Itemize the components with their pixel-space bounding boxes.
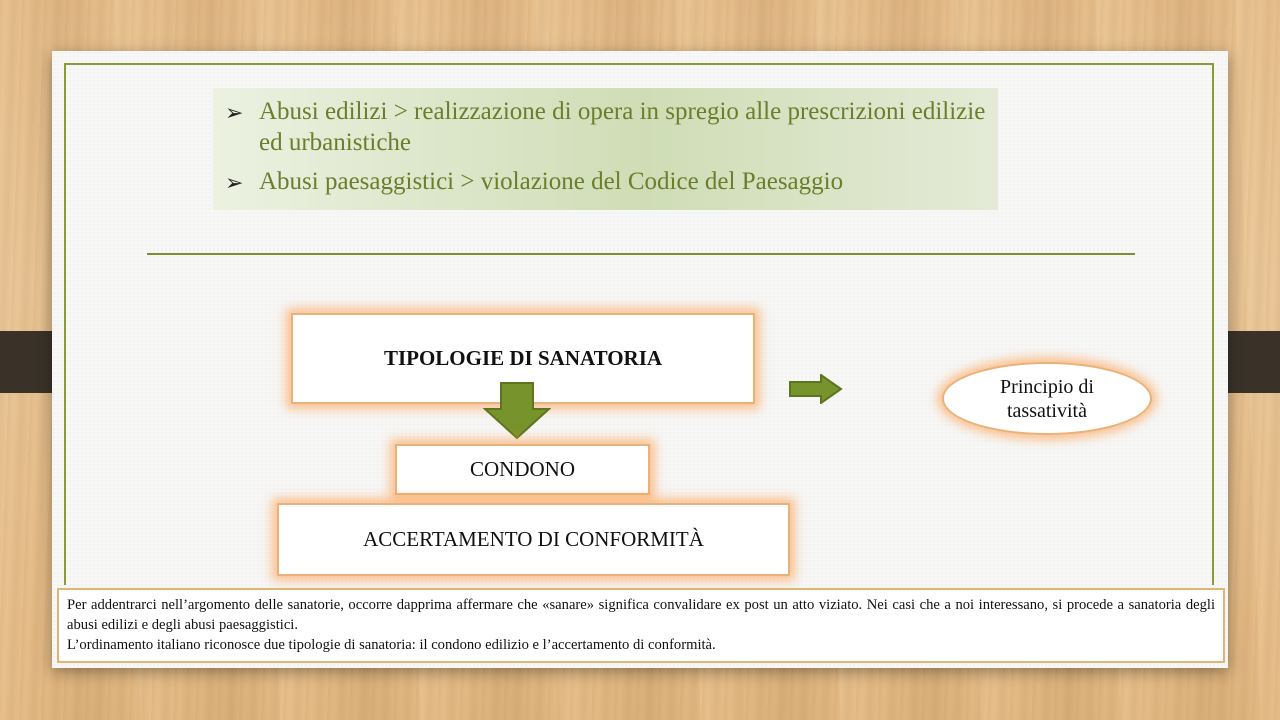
bullet-text: Abusi edilizi > realizzazione di opera in spregio alle prescrizioni edilizie ed urbanistiche — [259, 98, 986, 156]
divider-line — [147, 253, 1135, 255]
note-paragraph-2: L’ordinamento italiano riconosce due tipologie di sanatoria: il condono edilizio e l’accertamento di conformità. — [67, 637, 716, 653]
arrowhead-bullet-icon: ➢ — [225, 170, 244, 195]
principio-label — [1000, 375, 1094, 423]
down-arrow-icon — [483, 382, 551, 440]
arrowhead-bullet-icon: ➢ — [225, 100, 244, 125]
condono-label: CONDONO — [470, 457, 575, 481]
note-paragraph-1: Per addentrarci nell’argomento delle sanatorie, occorre dapprima affermare che «sanare» significa convalidare ex post un atto viziato. Nei casi che a noi interessano, si procede a sanatoria degli abusi edilizi e degli abusi paesaggistici. — [67, 597, 1215, 633]
bullet-list — [213, 88, 998, 210]
explanation-note — [57, 588, 1225, 663]
accertamento-label: ACCERTAMENTO DI CONFORMITÀ — [363, 527, 704, 551]
accertamento-box — [277, 503, 790, 576]
right-arrow-icon — [789, 374, 843, 404]
bullet-text: Abusi paesaggistici > violazione del Codice del Paesaggio — [259, 168, 844, 195]
principio-line-1: Principio di — [1000, 375, 1094, 398]
principio-line-2: tassatività — [1007, 399, 1087, 422]
tipologie-label: TIPOLOGIE DI SANATORIA — [383, 346, 663, 370]
condono-box — [395, 444, 650, 495]
principio-oval — [942, 362, 1152, 435]
bullet-item — [225, 96, 988, 158]
bullet-item — [225, 166, 988, 198]
